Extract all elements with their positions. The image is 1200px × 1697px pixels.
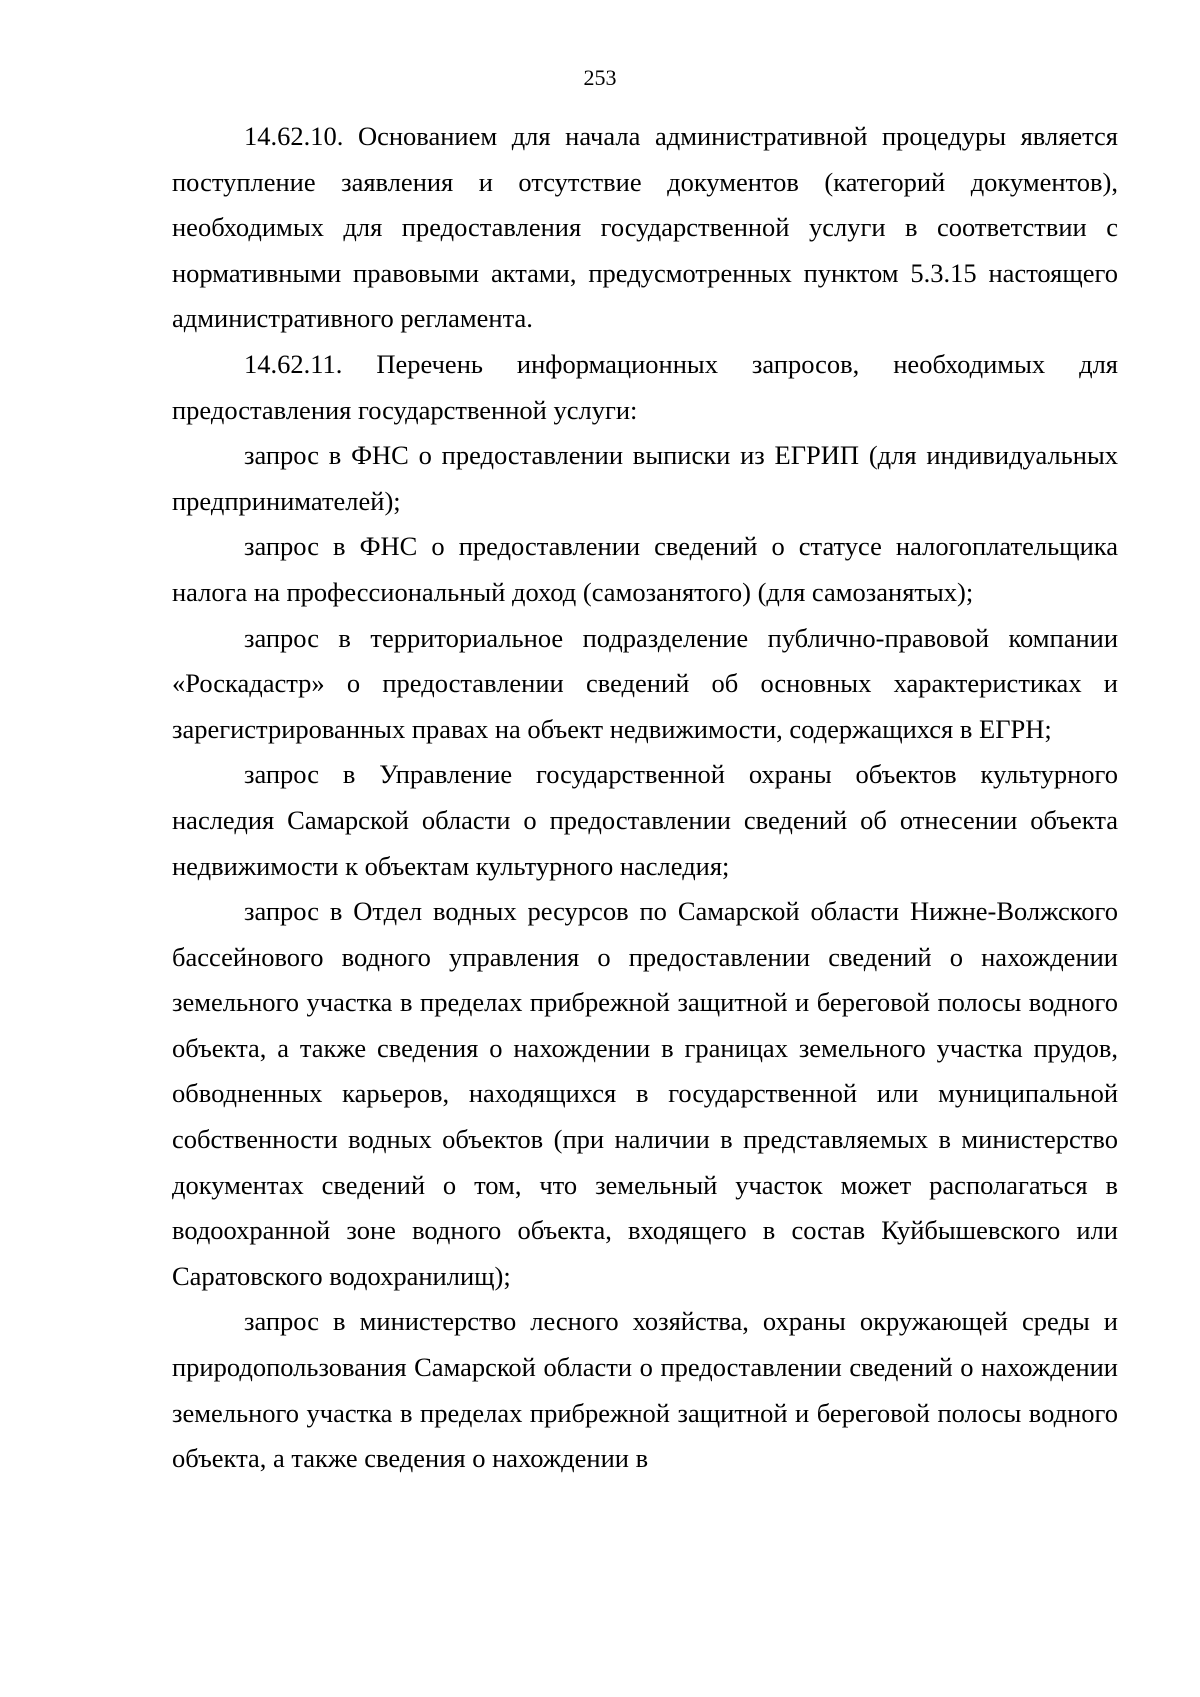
- paragraph-14-62-11: 14.62.11. Перечень информационных запросов, необходимых для предоставления государственной услуги:: [172, 348, 1118, 425]
- request-forestry-ministry: запрос в министерство лесного хозяйства, охраны окружающей среды и природопользования Самарской области о предоставлении сведений о нахождении земельного участка в пределах прибрежной защитной и береговой полосы водного объекта, а также сведения о нахождении в: [172, 1306, 1118, 1474]
- request-roskadastr: запрос в территориальное подразделение публично-правовой компании «Роскадастр» о предоставлении сведений об основных характеристиках и зарегистрированных правах на объект недвижимости, содержащихся в ЕГРН;: [172, 622, 1118, 744]
- request-water-resources: запрос в Отдел водных ресурсов по Самарской области Нижне-Волжского бассейнового водного управления о предоставлении сведений о нахождении земельного участка в пределах прибрежной защитной и береговой полосы водного объекта, а также сведения о нахождении в границах земельного участка прудов, обводненных карьеров, находящихся в государственной или муниципальной собственности водных объектов (при наличии в представляемых в министерство документах сведений о том, что земельный участок может располагаться в водоохранной зоне водного объекта, входящего в состав Куйбышевского или Саратовского водохранилищ);: [172, 896, 1118, 1291]
- page-number: 253: [583, 65, 617, 90]
- request-fns-egrip: запрос в ФНС о предоставлении выписки из ЕГРИП (для индивидуальных предпринимателей);: [172, 440, 1118, 516]
- request-cultural-heritage: запрос в Управление государственной охраны объектов культурного наследия Самарской области о предоставлении сведений об отнесении объекта недвижимости к объектам культурного наследия;: [172, 759, 1118, 881]
- request-fns-self-employed: запрос в ФНС о предоставлении сведений о статусе налогоплательщика налога на профессиональный доход (самозанятого) (для самозанятых);: [172, 531, 1118, 607]
- document-body: [172, 114, 1118, 1482]
- paragraph-14-62-10: 14.62.10. Основанием для начала административной процедуры является поступление заявления и отсутствие документов (категорий документов), необходимых для предоставления государственной услуги в соответствии с нормативными правовыми актами, предусмотренных пунктом 5.3.15 настоящего административного регламента.: [172, 121, 1118, 334]
